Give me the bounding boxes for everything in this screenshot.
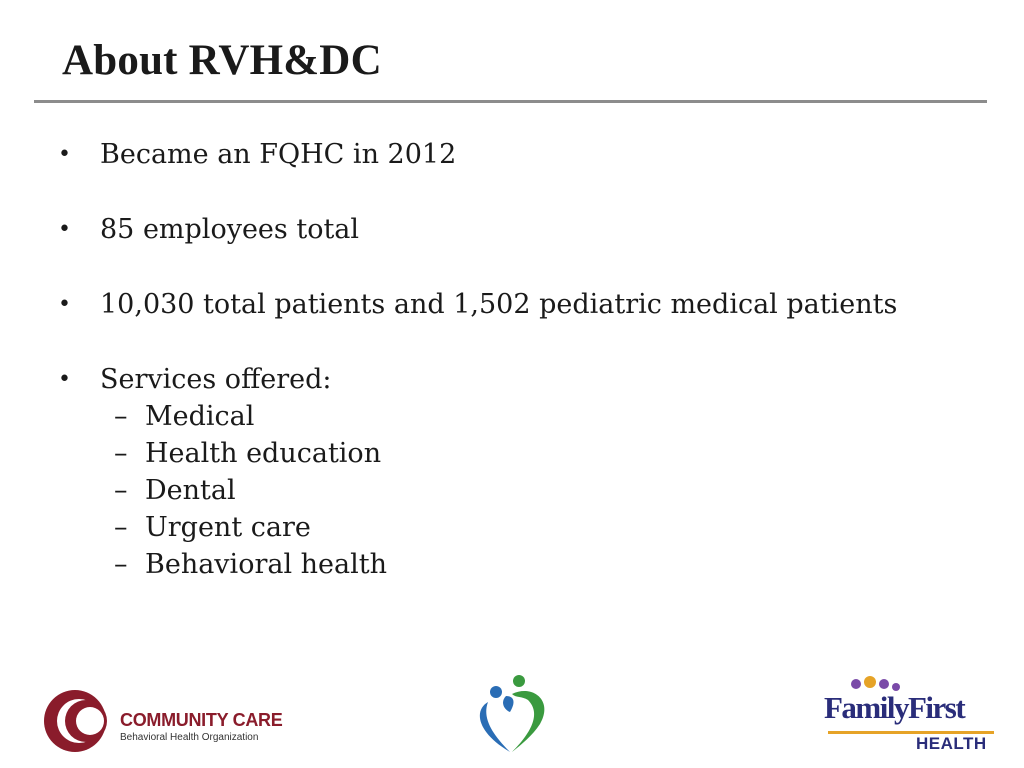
dash-icon: – — [114, 475, 128, 506]
service-text: Medical — [145, 401, 255, 432]
service-text: Behavioral health — [145, 549, 388, 580]
service-item — [114, 472, 897, 509]
bullet-icon: • — [58, 367, 71, 392]
bullet-item — [58, 136, 897, 173]
service-item — [114, 435, 897, 472]
service-item — [114, 398, 897, 435]
title-divider — [34, 100, 987, 103]
community-care-mark-icon — [42, 688, 122, 754]
bullet-item — [58, 211, 897, 248]
bullet-icon: • — [58, 292, 71, 317]
center-logo — [470, 672, 556, 758]
bullet-text: Services offered: — [100, 364, 332, 395]
bullet-text: 85 employees total — [100, 214, 360, 245]
family-first-logo — [824, 676, 996, 758]
bullet-icon: • — [58, 142, 71, 167]
bullet-item — [58, 361, 897, 583]
bullet-icon: • — [58, 217, 71, 242]
community-care-name: COMMUNITY CARE — [120, 710, 283, 730]
dash-icon: – — [114, 549, 128, 580]
services-list — [100, 398, 897, 583]
community-care-tagline: Behavioral Health Organization — [120, 732, 259, 743]
dash-icon: – — [114, 438, 128, 469]
service-text: Dental — [145, 475, 236, 506]
bullet-item — [58, 286, 897, 323]
service-item — [114, 546, 897, 583]
bullet-list — [58, 136, 897, 583]
heart-people-icon — [470, 672, 556, 758]
dash-icon: – — [114, 401, 128, 432]
bullet-text: 10,030 total patients and 1,502 pediatric medical patients — [100, 289, 898, 320]
slide-title: About RVH&DC — [62, 37, 382, 84]
family-first-sub: HEALTH — [916, 734, 987, 753]
bullet-text: Became an FQHC in 2012 — [100, 139, 457, 170]
service-item — [114, 509, 897, 546]
family-first-name: FamilyFirst — [824, 690, 965, 725]
community-care-logo — [42, 688, 282, 754]
dash-icon: – — [114, 512, 128, 543]
service-text: Urgent care — [145, 512, 311, 543]
service-text: Health education — [145, 438, 382, 469]
